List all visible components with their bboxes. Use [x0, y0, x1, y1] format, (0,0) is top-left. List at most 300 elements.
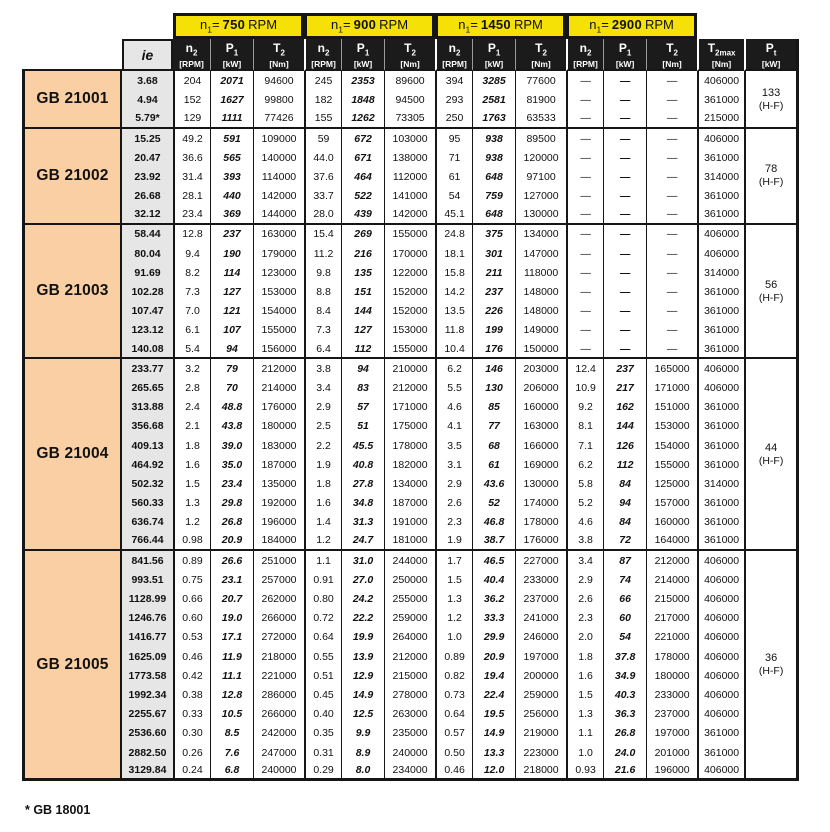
ie-value: 107.47	[122, 302, 173, 321]
n2-value: 1.9	[435, 532, 472, 551]
p1-value: 19.0	[210, 609, 253, 628]
model-label: GB 21004	[22, 359, 122, 551]
t2-value: 118000	[515, 263, 566, 282]
n2-value: 59	[304, 129, 341, 148]
n2-value: 14.2	[435, 282, 472, 301]
gearbox-ratings-table	[22, 13, 799, 781]
t2-value: 234000	[384, 762, 435, 781]
p1-value: 24.7	[341, 532, 384, 551]
speed-value: 2900	[611, 17, 642, 33]
n2-value: 4.6	[566, 513, 603, 532]
p1-value: 439	[341, 206, 384, 225]
t2-value: 247000	[253, 743, 304, 762]
n2-value: 3.4	[304, 378, 341, 397]
table-row	[22, 724, 799, 743]
t2-header-750-letter: T	[273, 41, 281, 55]
t2-value: 63533	[515, 110, 566, 129]
p1-value: —	[603, 129, 646, 148]
t2-value: 160000	[646, 513, 697, 532]
t2max-header-symbol	[699, 42, 744, 59]
speed-equals: =	[601, 17, 609, 33]
n2-value: 1.4	[304, 513, 341, 532]
p1-value: 1262	[341, 110, 384, 129]
ie-value: 2536.60	[122, 724, 173, 743]
ie-value: 32.12	[122, 206, 173, 225]
n2-value: 0.64	[304, 628, 341, 647]
n2-value: —	[566, 129, 603, 148]
n2-value: 0.57	[435, 724, 472, 743]
p1-value: 48.8	[210, 398, 253, 417]
p1-value: 43.8	[210, 417, 253, 436]
n2-value: 0.31	[304, 743, 341, 762]
p1-value: 237	[210, 225, 253, 244]
t2-value: 215000	[384, 666, 435, 685]
n2-value: 0.89	[173, 551, 210, 570]
table-row	[22, 340, 799, 359]
t2max-value: 406000	[697, 628, 744, 647]
t2-header-750	[253, 39, 304, 71]
t2max-value: 361000	[697, 417, 744, 436]
t2-value: 144000	[253, 206, 304, 225]
n2-header-1450-unit: [RPM]	[442, 59, 467, 70]
p1-value: 6.8	[210, 762, 253, 781]
ie-value: 5.79*	[122, 110, 173, 129]
n2-header-2900-unit: [RPM]	[573, 59, 598, 70]
t2max-value: 361000	[697, 148, 744, 167]
t2-value: 240000	[253, 762, 304, 781]
n2-value: —	[566, 206, 603, 225]
t2-value: 138000	[384, 148, 435, 167]
p1-value: 23.1	[210, 570, 253, 589]
p1-value: 375	[472, 225, 515, 244]
p1-value: 217	[603, 378, 646, 397]
table-row	[22, 321, 799, 340]
n2-value: 0.55	[304, 647, 341, 666]
p1-value: —	[603, 206, 646, 225]
p1-value: 269	[341, 225, 384, 244]
table-row	[22, 743, 799, 762]
p1-header-750-unit: [kW]	[222, 59, 242, 70]
t2-value: —	[646, 206, 697, 225]
t2-value: 218000	[515, 762, 566, 781]
n2-value: 1.5	[435, 570, 472, 589]
table-row	[22, 666, 799, 685]
n2-value: 0.30	[173, 724, 210, 743]
p1-header-2900-unit: [kW]	[615, 59, 635, 70]
t2max-value: 361000	[697, 724, 744, 743]
n2-value: 2.6	[566, 589, 603, 608]
p1-value: 17.1	[210, 628, 253, 647]
p1-value: 301	[472, 244, 515, 263]
pt-cell	[744, 359, 799, 551]
p1-value: 237	[472, 282, 515, 301]
ie-value: 1773.58	[122, 666, 173, 685]
t2-value: 176000	[515, 532, 566, 551]
t2-value: 250000	[384, 570, 435, 589]
p1-value: 199	[472, 321, 515, 340]
p1-value: 20.9	[210, 532, 253, 551]
speed-symbol-sub: 1	[596, 24, 602, 35]
n2-value: 8.2	[173, 263, 210, 282]
n2-value: 0.35	[304, 724, 341, 743]
t2max-header	[697, 39, 744, 71]
n2-value: 0.42	[173, 666, 210, 685]
t2-header-2900	[646, 39, 697, 71]
n2-value: 1.9	[304, 455, 341, 474]
p1-value: 35.0	[210, 455, 253, 474]
speed-equals: =	[470, 17, 478, 33]
p1-value: 9.9	[341, 724, 384, 743]
table-row	[22, 551, 799, 570]
n2-value: 0.60	[173, 609, 210, 628]
t2max-value: 406000	[697, 359, 744, 378]
model-label: GB 21001	[22, 71, 122, 129]
t2-value: 134000	[384, 474, 435, 493]
ie-value: 20.47	[122, 148, 173, 167]
t2-value: 244000	[384, 551, 435, 570]
p1-header-750-letter: P	[225, 41, 234, 55]
t2-value: 257000	[253, 570, 304, 589]
t2-value: —	[646, 244, 697, 263]
ie-value: 2882.50	[122, 743, 173, 762]
p1-value: 112	[341, 340, 384, 359]
t2-header-1450-symbol	[516, 42, 566, 59]
t2max-value: 361000	[697, 513, 744, 532]
n2-value: 2.5	[304, 417, 341, 436]
t2-value: 149000	[515, 321, 566, 340]
p1-value: 94	[341, 359, 384, 378]
t2-value: 77600	[515, 71, 566, 90]
p1-value: 83	[341, 378, 384, 397]
t2-value: 237000	[646, 705, 697, 724]
table-row	[22, 474, 799, 493]
p1-value: 2581	[472, 91, 515, 110]
p1-header-1450	[472, 39, 515, 71]
t2-value: 163000	[515, 417, 566, 436]
t2-value: —	[646, 167, 697, 186]
p1-value: 26.8	[210, 513, 253, 532]
ie-value: 80.04	[122, 244, 173, 263]
table-row	[22, 494, 799, 513]
n2-value: 1.8	[304, 474, 341, 493]
p1-value: 37.8	[603, 647, 646, 666]
n2-value: 28.1	[173, 187, 210, 206]
n2-value: 12.4	[566, 359, 603, 378]
pt-header-sub: t	[773, 48, 777, 58]
ie-value: 3129.84	[122, 762, 173, 781]
t2-value: 134000	[515, 225, 566, 244]
t2-value: 196000	[646, 762, 697, 781]
t2-value: 187000	[384, 494, 435, 513]
table-row	[22, 148, 799, 167]
table-row	[22, 359, 799, 378]
p1-value: —	[603, 263, 646, 282]
t2-value: 148000	[515, 282, 566, 301]
t2-value: 157000	[646, 494, 697, 513]
p1-value: 84	[603, 513, 646, 532]
n2-value: 2.9	[304, 398, 341, 417]
pt-header-letter: P	[765, 41, 774, 55]
n2-value: —	[566, 321, 603, 340]
t2-value: 219000	[515, 724, 566, 743]
speed-symbol: n	[199, 17, 208, 33]
p1-value: 94	[210, 340, 253, 359]
p1-value: 79	[210, 359, 253, 378]
t2-header-900	[384, 39, 435, 71]
n2-value: 0.38	[173, 685, 210, 704]
speed-unit: RPM	[248, 17, 278, 33]
p1-value: 34.8	[341, 494, 384, 513]
n2-value: 1.6	[304, 494, 341, 513]
t2-value: 206000	[515, 378, 566, 397]
t2-value: 259000	[515, 685, 566, 704]
n2-value: 3.2	[173, 359, 210, 378]
p1-value: 77	[472, 417, 515, 436]
t2-value: 191000	[384, 513, 435, 532]
header-spacer-right	[697, 13, 799, 39]
table-row	[22, 455, 799, 474]
t2-value: 262000	[253, 589, 304, 608]
t2-value: 165000	[646, 359, 697, 378]
t2-value: 183000	[253, 436, 304, 455]
t2-value: 103000	[384, 129, 435, 148]
p1-header-1450-unit: [kW]	[484, 59, 504, 70]
ie-value: 102.28	[122, 282, 173, 301]
n2-value: 31.4	[173, 167, 210, 186]
n2-value: —	[566, 148, 603, 167]
table-row	[22, 436, 799, 455]
n2-header-2900-sub: 2	[587, 48, 592, 58]
t2-value: 153000	[646, 417, 697, 436]
pt-cell	[744, 551, 799, 781]
model-label: GB 21003	[22, 225, 122, 359]
n2-value: 0.98	[173, 532, 210, 551]
n2-value: 0.51	[304, 666, 341, 685]
table-row	[22, 647, 799, 666]
n2-header-1450-symbol	[437, 42, 472, 59]
n2-value: 2.4	[173, 398, 210, 417]
t2max-value: 361000	[697, 91, 744, 110]
speed-unit: RPM	[513, 17, 543, 33]
n2-value: 0.82	[435, 666, 472, 685]
n2-value: 1.0	[435, 628, 472, 647]
t2-value: 81900	[515, 91, 566, 110]
t2-header-900-letter: T	[404, 41, 412, 55]
t2-value: 155000	[646, 455, 697, 474]
t2-header-1450-unit: [Nm]	[531, 59, 551, 70]
t2-value: 154000	[646, 436, 697, 455]
t2-value: 227000	[515, 551, 566, 570]
gb-column-header-spacer	[22, 39, 122, 71]
t2-value: 235000	[384, 724, 435, 743]
pt-note: (H-F)	[758, 291, 784, 304]
p1-value: —	[603, 225, 646, 244]
p1-value: —	[603, 340, 646, 359]
n2-value: 0.64	[435, 705, 472, 724]
t2max-value: 406000	[697, 762, 744, 781]
table-row	[22, 206, 799, 225]
t2max-value: 406000	[697, 705, 744, 724]
n2-value: 71	[435, 148, 472, 167]
n2-header-2900-letter: n	[579, 41, 588, 55]
t2-header-2900-unit: [Nm]	[662, 59, 682, 70]
ie-value: 233.77	[122, 359, 173, 378]
ie-value: 1416.77	[122, 628, 173, 647]
p1-value: 74	[603, 570, 646, 589]
t2-value: —	[646, 148, 697, 167]
p1-value: 393	[210, 167, 253, 186]
t2-value: 182000	[384, 455, 435, 474]
n2-value: 7.3	[173, 282, 210, 301]
p1-value: 24.0	[603, 743, 646, 762]
t2-value: 151000	[646, 398, 697, 417]
n2-value: 5.5	[435, 378, 472, 397]
p1-value: 87	[603, 551, 646, 570]
n2-value: 155	[304, 110, 341, 129]
n2-value: 129	[173, 110, 210, 129]
n2-value: 0.46	[173, 647, 210, 666]
t2-value: —	[646, 302, 697, 321]
p1-value: 14.9	[472, 724, 515, 743]
p1-value: 226	[472, 302, 515, 321]
speed-equals: =	[342, 17, 351, 33]
table-row	[22, 762, 799, 781]
t2-value: 259000	[384, 609, 435, 628]
ie-value: 636.74	[122, 513, 173, 532]
t2-value: 163000	[253, 225, 304, 244]
n2-header-2900-symbol	[568, 42, 603, 59]
table-row	[22, 398, 799, 417]
t2-value: 114000	[253, 167, 304, 186]
n2-value: 0.29	[304, 762, 341, 781]
n2-value: 8.8	[304, 282, 341, 301]
speed-symbol-sub: 1	[465, 24, 471, 35]
ie-value: 502.32	[122, 474, 173, 493]
p1-value: 114	[210, 263, 253, 282]
ie-value: 1625.09	[122, 647, 173, 666]
p1-value: 648	[472, 167, 515, 186]
n2-value: 1.2	[173, 513, 210, 532]
n2-value: 15.8	[435, 263, 472, 282]
n2-value: 3.1	[435, 455, 472, 474]
t2-value: 175000	[384, 417, 435, 436]
t2-value: 221000	[253, 666, 304, 685]
p1-value: —	[603, 110, 646, 129]
t2max-value: 406000	[697, 647, 744, 666]
p1-value: 12.9	[341, 666, 384, 685]
n2-value: 3.8	[304, 359, 341, 378]
n2-value: 61	[435, 167, 472, 186]
model-label: GB 21005	[22, 551, 122, 781]
n2-value: 12.8	[173, 225, 210, 244]
p1-value: 85	[472, 398, 515, 417]
p1-value: 19.9	[341, 628, 384, 647]
speed-value: 900	[353, 17, 377, 33]
column-header-row	[22, 39, 799, 71]
p1-value: 51	[341, 417, 384, 436]
p1-value: 144	[341, 302, 384, 321]
n2-value: 0.72	[304, 609, 341, 628]
t2max-value: 361000	[697, 494, 744, 513]
n2-value: 3.4	[566, 551, 603, 570]
p1-value: 23.4	[210, 474, 253, 493]
table-row	[22, 167, 799, 186]
p1-value: 237	[603, 359, 646, 378]
p1-value: 11.9	[210, 647, 253, 666]
t2max-value: 361000	[697, 206, 744, 225]
p1-value: 36.3	[603, 705, 646, 724]
p1-value: 591	[210, 129, 253, 148]
t2-value: 266000	[253, 705, 304, 724]
t2-value: 89500	[515, 129, 566, 148]
p1-value: 11.1	[210, 666, 253, 685]
ie-value: 766.44	[122, 532, 173, 551]
t2-value: 180000	[646, 666, 697, 685]
table-header	[22, 13, 799, 71]
t2-value: 112000	[384, 167, 435, 186]
n2-value: 6.1	[173, 321, 210, 340]
t2-value: 240000	[384, 743, 435, 762]
n2-value: 0.33	[173, 705, 210, 724]
p1-value: 20.7	[210, 589, 253, 608]
ie-value: 464.92	[122, 455, 173, 474]
t2-header-900-unit: [Nm]	[400, 59, 420, 70]
n2-value: 2.8	[173, 378, 210, 397]
t2-value: 127000	[515, 187, 566, 206]
t2-value: 153000	[384, 321, 435, 340]
t2-value: 171000	[384, 398, 435, 417]
ie-value: 560.33	[122, 494, 173, 513]
p1-value: 24.2	[341, 589, 384, 608]
t2-header-2900-symbol	[647, 42, 697, 59]
n2-header-900-symbol	[306, 42, 341, 59]
n2-value: 5.4	[173, 340, 210, 359]
footnote: * GB 18001	[25, 803, 91, 817]
pt-cell	[744, 129, 799, 225]
p1-value: 19.5	[472, 705, 515, 724]
p1-value: 26.8	[603, 724, 646, 743]
pt-note: (H-F)	[758, 665, 784, 678]
n2-header-1450-sub: 2	[456, 48, 461, 58]
p1-value: 40.3	[603, 685, 646, 704]
pt-value: 56	[764, 278, 778, 291]
n2-value: 1.1	[566, 724, 603, 743]
p1-value: 13.9	[341, 647, 384, 666]
t2-value: 160000	[515, 398, 566, 417]
n2-value: 394	[435, 71, 472, 90]
table-row	[22, 378, 799, 397]
p1-value: 1763	[472, 110, 515, 129]
p1-header-1450-sub: 1	[495, 48, 501, 58]
pt-header	[744, 39, 799, 71]
p1-value: 20.9	[472, 647, 515, 666]
pt-header-symbol	[746, 42, 796, 59]
n2-value: 11.2	[304, 244, 341, 263]
p1-value: 26.6	[210, 551, 253, 570]
p1-value: 36.2	[472, 589, 515, 608]
t2-value: 272000	[253, 628, 304, 647]
n2-value: 45.1	[435, 206, 472, 225]
t2-value: 255000	[384, 589, 435, 608]
t2-value: 286000	[253, 685, 304, 704]
n2-value: —	[566, 167, 603, 186]
p1-value: 29.9	[472, 628, 515, 647]
p1-value: 127	[341, 321, 384, 340]
t2-value: 221000	[646, 628, 697, 647]
n2-value: 182	[304, 91, 341, 110]
p1-header-2900-sub: 1	[626, 48, 632, 58]
n2-value: 2.0	[566, 628, 603, 647]
